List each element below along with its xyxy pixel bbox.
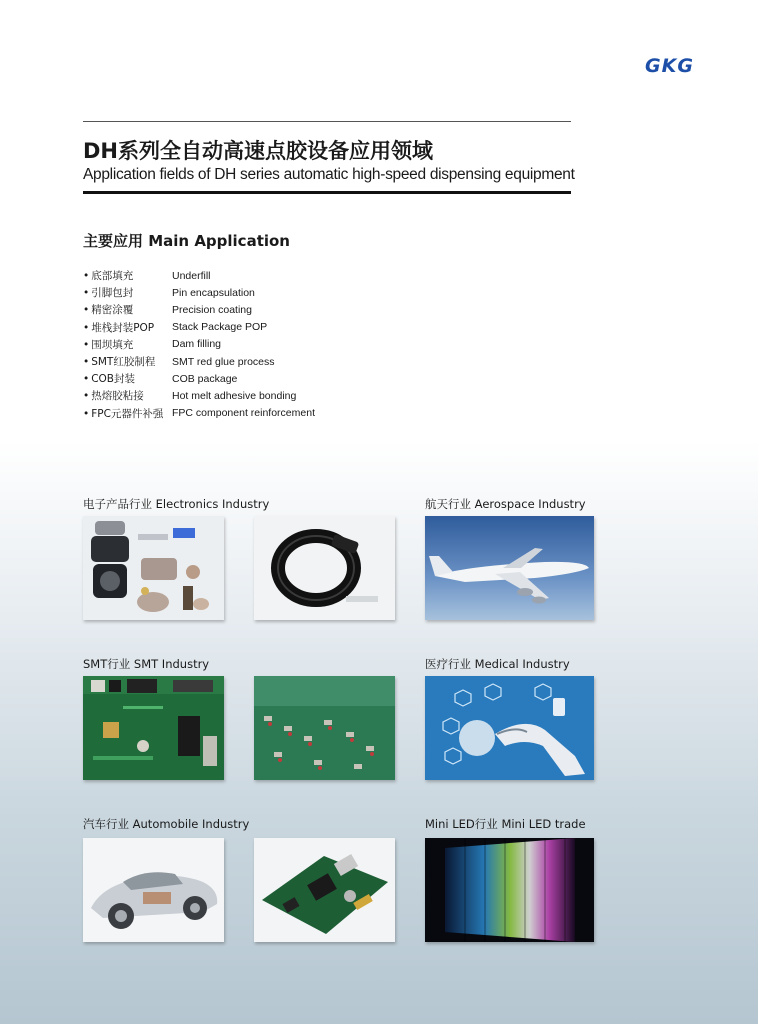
application-item bbox=[83, 319, 315, 336]
medical-robot-hand-photo bbox=[425, 676, 594, 780]
application-item bbox=[83, 370, 315, 387]
aerospace-airplane-photo bbox=[425, 516, 594, 620]
application-item bbox=[83, 301, 315, 318]
application-name-en: Underfill bbox=[172, 269, 211, 282]
application-name-zh: • 堆栈封装POP bbox=[83, 320, 172, 335]
application-name-zh: • 围坝填充 bbox=[83, 337, 172, 352]
title-underline bbox=[83, 191, 571, 194]
application-name-en: Hot melt adhesive bonding bbox=[172, 389, 297, 402]
application-name-zh: • 引脚包封 bbox=[83, 285, 172, 300]
miniled-industry-label: Mini LED行业 Mini LED trade bbox=[425, 817, 586, 831]
application-name-zh: • 热熔胶粘接 bbox=[83, 388, 172, 403]
application-item bbox=[83, 267, 315, 284]
application-item bbox=[83, 284, 315, 301]
application-name-zh: • FPC元器件补强 bbox=[83, 406, 172, 421]
electronics-industry-label: 电子产品行业 Electronics Industry bbox=[83, 497, 270, 511]
top-divider bbox=[83, 121, 571, 122]
application-item bbox=[83, 405, 315, 422]
page-title-en: Application fields of DH series automatic high-speed dispensing equipment bbox=[83, 166, 575, 183]
automobile-control-board-photo bbox=[254, 838, 395, 942]
application-item bbox=[83, 353, 315, 370]
aerospace-industry-label: 航天行业 Aerospace Industry bbox=[425, 497, 586, 511]
application-name-zh: • SMT红胶制程 bbox=[83, 354, 172, 369]
smt-circuit-board-photo bbox=[83, 676, 224, 780]
application-name-zh: • COB封装 bbox=[83, 371, 172, 386]
application-item bbox=[83, 387, 315, 404]
application-name-en: SMT red glue process bbox=[172, 355, 275, 368]
medical-industry-label: 医疗行业 Medical Industry bbox=[425, 657, 570, 671]
application-item bbox=[83, 336, 315, 353]
application-name-en: Pin encapsulation bbox=[172, 286, 255, 299]
application-name-en: Stack Package POP bbox=[172, 321, 268, 334]
smt-red-glue-board-photo bbox=[254, 676, 395, 780]
main-application-list bbox=[83, 267, 315, 422]
smt-industry-label: SMT行业 SMT Industry bbox=[83, 657, 210, 671]
gkg-logo: GKG bbox=[645, 55, 694, 77]
miniled-display-photo bbox=[425, 838, 594, 942]
electronics-components-photo bbox=[83, 516, 224, 620]
page-title-zh: DH系列全自动高速点胶设备应用领域 bbox=[83, 139, 434, 163]
application-name-en: COB package bbox=[172, 372, 238, 385]
main-application-heading: 主要应用 Main Application bbox=[83, 232, 290, 250]
application-name-en: Precision coating bbox=[172, 303, 252, 316]
smart-bracelet-photo bbox=[254, 516, 395, 620]
application-name-en: FPC component reinforcement bbox=[172, 407, 315, 420]
application-name-zh: • 底部填充 bbox=[83, 268, 172, 283]
application-name-zh: • 精密涂覆 bbox=[83, 302, 172, 317]
application-name-en: Dam filling bbox=[172, 338, 222, 351]
automobile-car-photo bbox=[83, 838, 224, 942]
automobile-industry-label: 汽车行业 Automobile Industry bbox=[83, 817, 250, 831]
